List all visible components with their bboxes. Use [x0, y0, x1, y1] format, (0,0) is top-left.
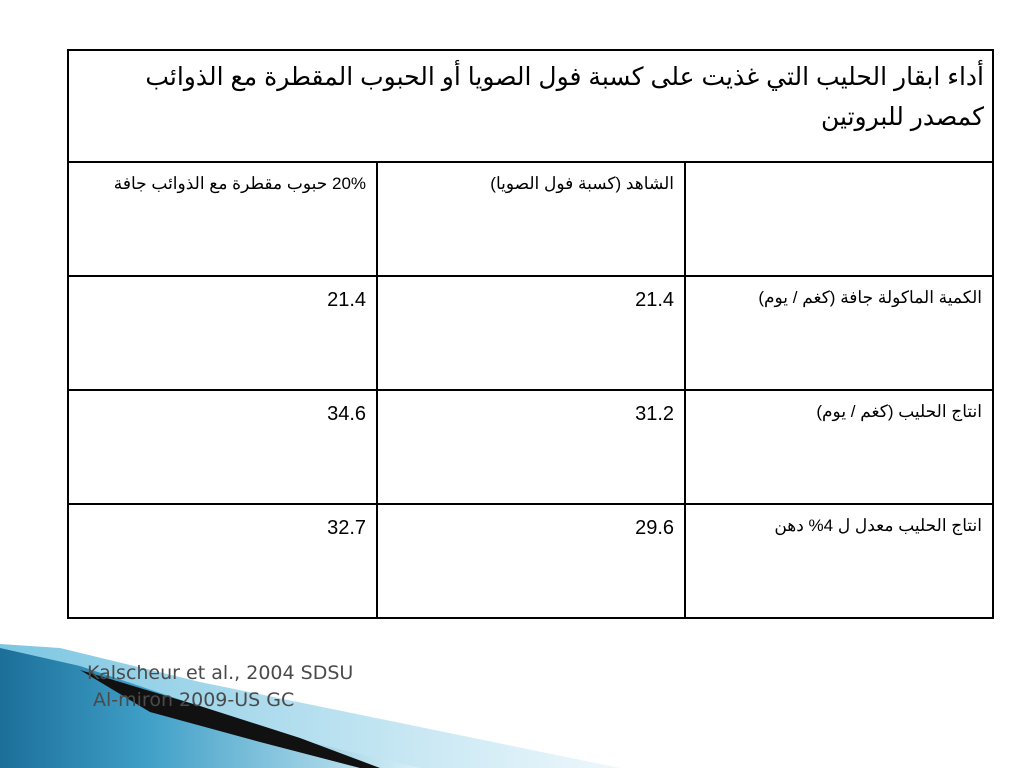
cell-control-value	[377, 390, 685, 504]
value-text: 32.7	[327, 517, 367, 539]
value-text: 21.4	[635, 289, 675, 311]
cell-treatment-value	[68, 276, 377, 390]
row-label-milk-yield: انتاج الحليب (كغم / يوم)	[685, 390, 993, 504]
table-row	[68, 276, 993, 390]
table-row	[68, 390, 993, 504]
reference-citations	[87, 660, 353, 714]
header-treatment: 20% حبوب مقطرة مع الذوائب جافة	[68, 162, 377, 276]
cell-control-value	[377, 504, 685, 618]
row-label-fat-corrected-milk: انتاج الحليب معدل ل 4% دهن	[685, 504, 993, 618]
value-text: 31.2	[635, 403, 675, 425]
cell-control-value	[377, 276, 685, 390]
table-header-row	[68, 162, 993, 276]
table-title: أداء ابقار الحليب التي غذيت على كسبة فول الصويا أو الحبوب المقطرة مع الذوائب كمصدر للبروتين	[68, 50, 993, 162]
row-label-dry-matter-intake: الكمية الماكولة جافة (كغم / يوم)	[685, 276, 993, 390]
performance-table	[67, 49, 994, 619]
value-text: 29.6	[635, 517, 675, 539]
cell-treatment-value	[68, 390, 377, 504]
table-title-row	[68, 50, 993, 162]
value-text: 34.6	[327, 403, 367, 425]
header-corner-cell	[685, 162, 993, 276]
table-row	[68, 504, 993, 618]
header-control: الشاهد (كسبة فول الصويا)	[377, 162, 685, 276]
reference-line: Kalscheur et al., 2004 SDSU	[87, 662, 354, 684]
cell-treatment-value	[68, 504, 377, 618]
value-text: 21.4	[327, 289, 367, 311]
reference-line: Al-miron 2009-US GC	[93, 689, 295, 711]
